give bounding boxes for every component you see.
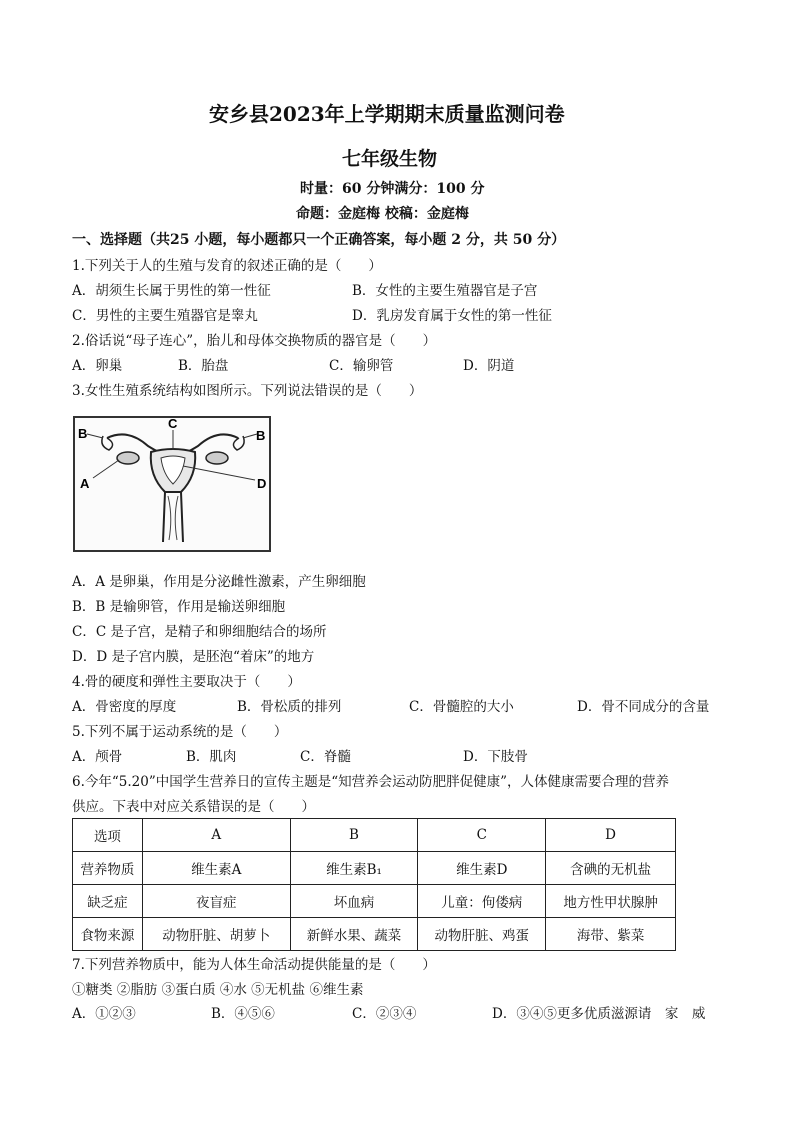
q5-option-a: A．颅骨 — [72, 749, 123, 765]
q2-option-a: A．卵巢 — [72, 358, 123, 374]
table-cell: 地方性甲状腺肿 — [546, 885, 676, 918]
figure-label-c: C — [168, 416, 178, 431]
table-cell: 动物肝脏、鸡蛋 — [418, 918, 546, 951]
figure-label-b-left: B — [78, 426, 88, 441]
q1-option-c: C．男性的主要生殖器官是睾丸 — [72, 308, 258, 324]
table-cell: 动物肝脏、胡萝卜 — [142, 918, 290, 951]
female-reproductive-system-figure — [73, 416, 271, 552]
section-heading: 一、选择题（共25 小题，每小题都只一个正确答案，每小题 2 分，共 50 分） — [72, 232, 566, 248]
q5-option-d: D．下肢骨 — [463, 749, 528, 765]
q5-option-b: B．肌肉 — [186, 749, 237, 765]
q7-stem: 7.下列营养物质中，能为人体生命活动提供能量的是（ ） — [72, 957, 436, 973]
q1-option-b: B．女性的主要生殖器官是子宫 — [352, 283, 538, 299]
uterus-diagram — [73, 416, 271, 552]
table-cell: 维生素B₁ — [290, 852, 418, 885]
time-score-info: 时量：60 分钟满分：100 分 — [300, 181, 485, 197]
right-ovary — [206, 452, 228, 464]
q1-option-a: A．胡须生长属于男性的第一性征 — [72, 283, 271, 299]
table-cell: A — [142, 819, 290, 852]
table-cell: 坏血病 — [290, 885, 418, 918]
q1-option-d: D．乳房发育属于女性的第一性征 — [352, 308, 552, 324]
nutrition-table — [72, 818, 676, 951]
table-cell: 夜盲症 — [142, 885, 290, 918]
q2-stem: 2.俗话说“母子连心”，胎儿和母体交换物质的器官是（ ） — [72, 333, 437, 349]
table-cell: 含碘的无机盐 — [546, 852, 676, 885]
q7-option-c: C．②③④ — [352, 1006, 417, 1022]
table-cell: 维生素A — [142, 852, 290, 885]
q4-option-a: A．骨密度的厚度 — [72, 699, 177, 715]
figure-label-a: A — [80, 476, 90, 491]
table-header-row — [73, 819, 676, 852]
table-cell: C — [418, 819, 546, 852]
q7-option-b: B．④⑤⑥ — [211, 1006, 275, 1022]
q3-stem: 3.女性生殖系统结构如图所示。下列说法错误的是（ ） — [72, 383, 423, 399]
q4-stem: 4.骨的硬度和弹性主要取决于（ ） — [72, 674, 301, 690]
q5-stem: 5.下列不属于运动系统的是（ ） — [72, 724, 288, 740]
left-ovary — [117, 452, 139, 464]
q3-option-a: A．A 是卵巢，作用是分泌雌性激素，产生卵细胞 — [72, 574, 366, 590]
q4-option-d: D．骨不同成分的含量 — [577, 699, 710, 715]
q4-option-c: C．骨髓腔的大小 — [409, 699, 514, 715]
table-cell: B — [290, 819, 418, 852]
q3-option-d: D．D 是子宫内膜，是胚泡“着床”的地方 — [72, 649, 315, 665]
q7-option-d: D．③④⑤更多优质滋源请 家 威 — [492, 1006, 706, 1022]
table-cell: 缺乏症 — [73, 885, 143, 918]
q2-option-b: B．胎盘 — [178, 358, 229, 374]
q2-option-c: C．输卵管 — [329, 358, 394, 374]
q3-option-b: B．B 是输卵管，作用是输送卵细胞 — [72, 599, 286, 615]
q7-items: ①糖类 ②脂肪 ③蛋白质 ④水 ⑤无机盐 ⑥维生素 — [72, 982, 364, 998]
figure-label-d: D — [257, 476, 267, 491]
table-cell: 营养物质 — [73, 852, 143, 885]
table-cell: 海带、紫菜 — [546, 918, 676, 951]
q6-stem-line2: 供应。下表中对应关系错误的是（ ） — [72, 799, 315, 815]
q2-option-d: D．阴道 — [463, 358, 515, 374]
table-cell: D — [546, 819, 676, 852]
q6-stem-line1: 6.今年“5.20”中国学生营养日的宣传主题是“知营养会运动防肥胖促健康”，人体健康需要合理的营养 — [72, 774, 670, 790]
q3-option-c: C．C 是子宫，是精子和卵细胞结合的场所 — [72, 624, 327, 640]
table-cell: 维生素D — [418, 852, 546, 885]
table-cell: 新鲜水果、蔬菜 — [290, 918, 418, 951]
q7-option-a: A．①②③ — [72, 1006, 136, 1022]
table-row — [73, 918, 676, 951]
q4-option-b: B．骨松质的排列 — [237, 699, 342, 715]
subject-title: 七年级生物 — [342, 148, 438, 170]
table-row — [73, 885, 676, 918]
author-info: 命题：金庭梅 校稿：金庭梅 — [296, 206, 469, 222]
table-cell: 儿童：佝偻病 — [418, 885, 546, 918]
table-row — [73, 852, 676, 885]
q1-stem: 1.下列关于人的生殖与发育的叙述正确的是（ ） — [72, 258, 382, 274]
figure-label-b-right: B — [256, 428, 266, 443]
table-cell: 选项 — [73, 819, 143, 852]
table-cell: 食物来源 — [73, 918, 143, 951]
q5-option-c: C．脊髓 — [300, 749, 351, 765]
exam-title: 安乡县2023年上学期期末质量监测问卷 — [209, 102, 565, 126]
